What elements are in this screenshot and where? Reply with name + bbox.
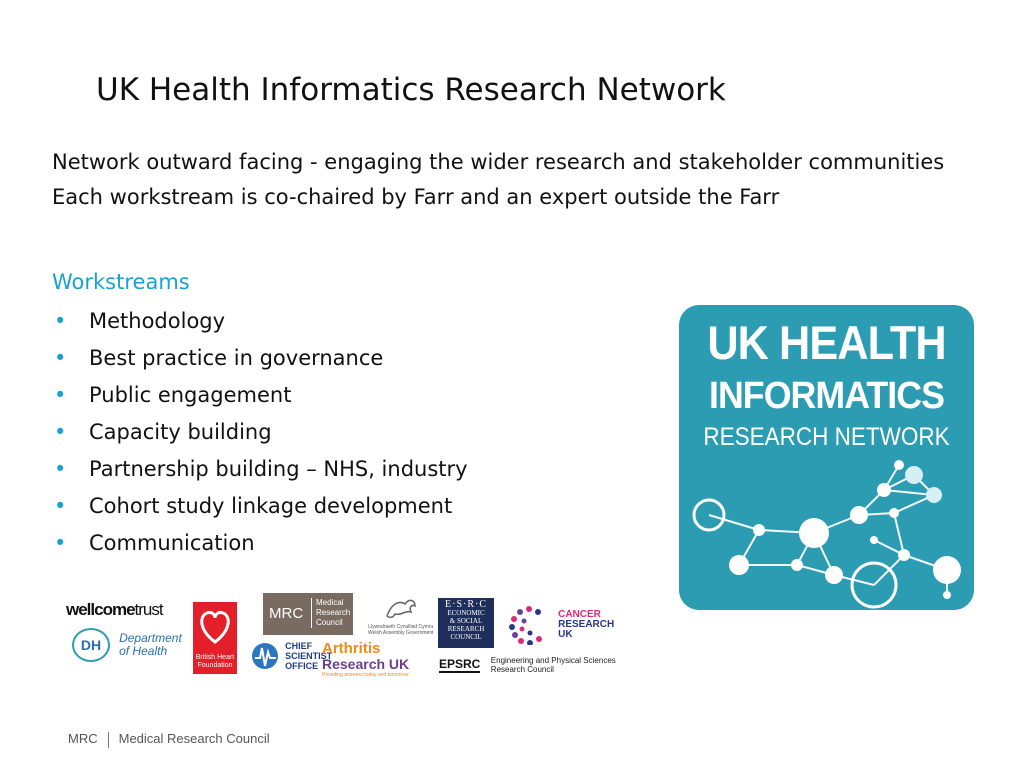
intro-paragraph-1: Network outward facing - engaging the wider research and stakeholder communities [52,150,945,174]
slide-title: UK Health Informatics Research Network [96,72,726,108]
cruk-text [558,610,614,640]
logo-line-1: UK HEALTH [707,316,946,369]
workstream-item: • Public engagement [52,379,468,416]
cso-line-3: OFFICE [285,661,319,671]
mrc-line-1: Medical [316,598,344,607]
intro-text [52,148,992,218]
workstreams-list [52,305,468,564]
heart-icon [193,602,237,652]
esrc-line-2: ECONOMIC [447,609,485,617]
workstream-item: • Methodology [52,305,468,342]
epsrc-line-1: Engineering and Physical Sciences [490,656,616,665]
esrc-line-1: E·S·R·C [445,599,487,610]
arthritis-research-uk-logo [322,640,409,678]
logo-line-2: INFORMATICS [708,375,945,417]
workstream-item: • Communication [52,527,468,564]
ukhirn-logo [679,305,974,610]
wellcome-trust-logo [66,600,163,620]
arthritis-line-1: Arthritis [322,640,381,657]
cruk-line-2: RESEARCH [558,619,615,630]
footer-mrc [68,731,270,748]
workstreams-heading: Workstreams [52,270,190,294]
epsrc-line-2: Research Council [490,665,554,674]
footer-abbr: MRC [68,731,98,746]
cruk-dots-icon [508,605,550,645]
epsrc-mark: EPSRC [439,657,481,671]
mrc-logo [263,593,353,635]
mrc-abbr: MRC [269,605,304,622]
intro-paragraph-2: Each workstream is co-chaired by Farr and an expert outside the Farr [52,185,780,209]
cruk-line-1: CANCER [558,609,601,620]
workstream-item: • Cohort study linkage development [52,490,468,527]
dh-text [119,632,182,658]
cso-swirl-icon [250,640,280,672]
epsrc-text [491,656,616,674]
footer-name: Medical Research Council [118,731,270,746]
welsh-line-1: Llywodraeth Cynulliad Cymru [368,624,434,630]
trust-text: trust [134,600,163,619]
dh-line-1: Department [119,631,182,645]
mrc-name [311,598,350,628]
logo-line-3: RESEARCH NETWORK [703,423,950,451]
network-graphic-icon [679,455,974,610]
british-heart-foundation-logo [193,602,237,674]
workstream-item: • Best practice in governance [52,342,468,379]
cso-line-1: CHIEF [285,641,313,651]
dragon-icon [381,594,421,622]
workstream-item: • Partnership building – NHS, industry [52,453,468,490]
dh-badge: DH [72,628,110,662]
arthritis-line-2: Research UK [322,656,410,672]
welsh-line-2: Welsh Assembly Government [368,630,434,636]
mrc-line-3: Council [316,618,343,627]
dh-line-2: of Health [119,644,168,658]
department-of-health-logo [72,628,182,662]
cruk-line-3: UK [558,629,573,640]
partner-logos [60,590,640,690]
wellcome-text: wellcome [66,600,135,619]
cancer-research-uk-logo [508,605,614,645]
chief-scientist-office-logo [250,640,332,672]
cso-line-2: SCIENTIST [285,651,333,661]
esrc-line-3: & SOCIAL [449,617,483,625]
mrc-line-2: Research [316,608,351,617]
bhf-label: British Heart Foundation [195,654,235,669]
epsrc-logo [439,656,616,674]
footer-divider [108,732,109,748]
workstream-item: • Capacity building [52,416,468,453]
esrc-line-5: COUNCIL [450,633,482,641]
esrc-line-4: RESEARCH [447,625,485,633]
arthritis-tagline: Providing answers today and tomorrow [322,672,409,678]
esrc-logo [438,598,494,648]
welsh-assembly-logo [368,594,434,636]
